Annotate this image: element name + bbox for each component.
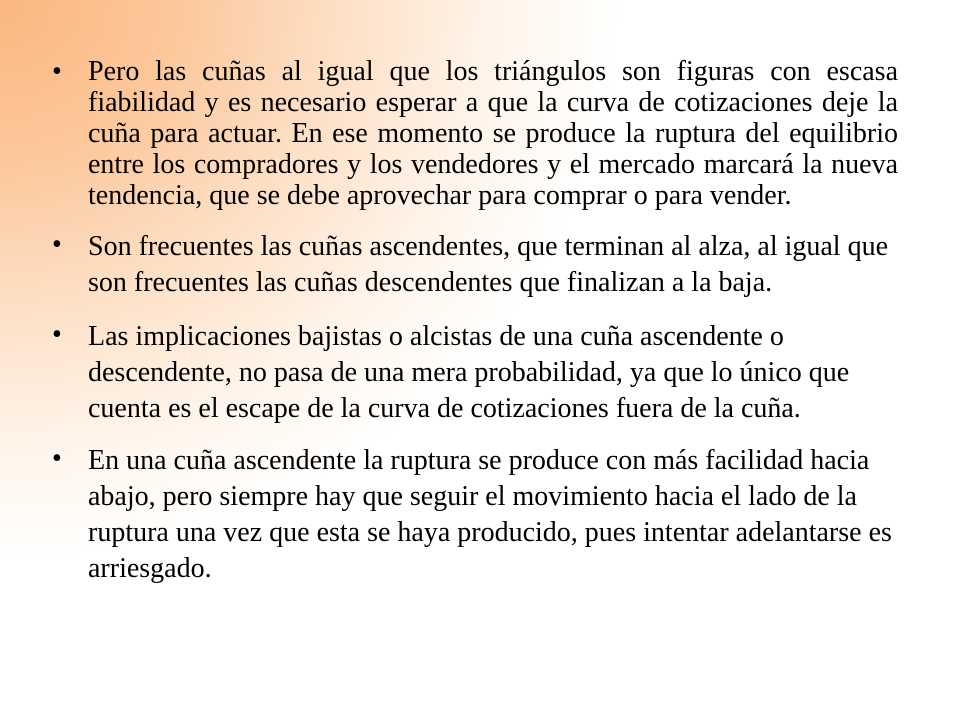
bullet-text: En una cuña ascendente la ruptura se produce con más facilidad hacia abajo, pero siempre hay que seguir el movimiento hacia el lado de la ruptura una vez que esta se haya producido, pues intentar adelantarse es arriesgado.: [88, 445, 892, 584]
bullet-dot-icon: •: [52, 229, 62, 260]
bullet-item: [52, 443, 898, 587]
bullet-text: Pero las cuñas al igual que los triángulos son figuras con escasa fiabilidad y es necesario esperar a que la curva de cotizaciones deje la cuña para actuar. En ese momento se produce la ruptura del equilibrio entre los compradores y los vendedores y el mercado marcará la nueva tendencia, que se debe aprovechar para comprar o para vender.: [88, 56, 898, 211]
bullet-item: [52, 319, 898, 427]
bullet-list: [52, 56, 898, 599]
bullet-text: Las implicaciones bajistas o alcistas de una cuña ascendente o descendente, no pasa de una mera probabilidad, ya que lo único que cuenta es el escape de la curva de cotizaciones fuera de la cuña.: [88, 321, 850, 424]
bullet-item: [52, 56, 898, 211]
bullet-item: [52, 229, 898, 301]
bullet-text: Son frecuentes las cuñas ascendentes, que terminan al alza, al igual que son frecuentes las cuñas descendentes que finalizan a la baja.: [88, 231, 889, 298]
bullet-dot-icon: •: [52, 319, 62, 350]
bullet-dot-icon: •: [52, 56, 62, 87]
bullet-dot-icon: •: [52, 443, 62, 474]
